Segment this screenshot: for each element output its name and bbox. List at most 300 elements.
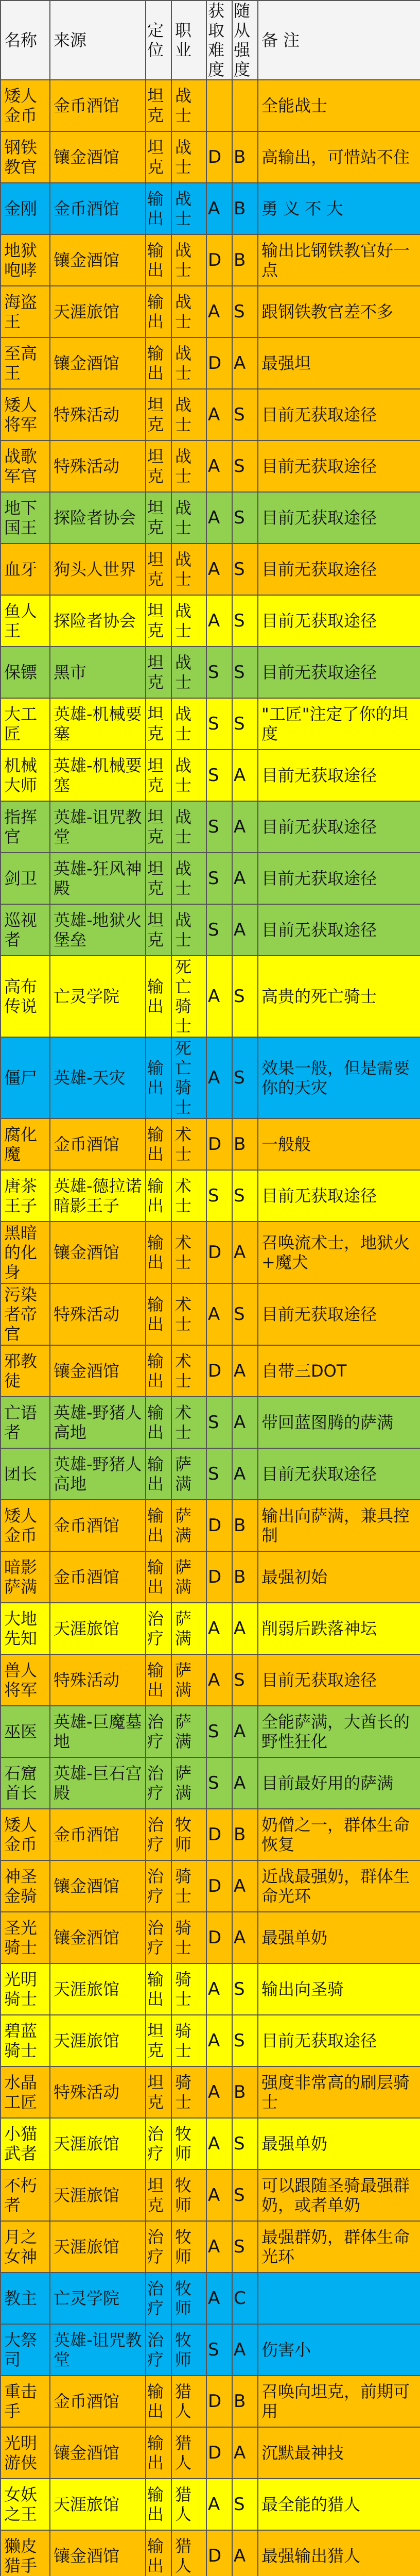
cell-class[interactable]: 战士 bbox=[171, 389, 206, 440]
cell-source[interactable]: 特殊活动 bbox=[50, 1283, 146, 1345]
cell-note[interactable]: 强度非常高的刷层骑士 bbox=[258, 2066, 420, 2118]
cell-name[interactable]: 邪教徒 bbox=[1, 1345, 50, 1397]
cell-class[interactable]: 战士 bbox=[171, 234, 206, 286]
cell-source[interactable]: 英雄-狂风神殿 bbox=[50, 853, 146, 904]
cell-strength[interactable]: S bbox=[232, 286, 258, 337]
cell-difficulty[interactable]: A bbox=[206, 2479, 232, 2530]
cell-note[interactable]: 一般般 bbox=[258, 1118, 420, 1170]
cell-difficulty[interactable]: A bbox=[206, 2221, 232, 2273]
cell-class[interactable]: 牧师 bbox=[171, 2324, 206, 2376]
cell-difficulty[interactable]: D bbox=[206, 2376, 232, 2427]
cell-note[interactable]: 最全能的猎人 bbox=[258, 2479, 420, 2530]
cell-difficulty[interactable]: A bbox=[206, 2170, 232, 2221]
cell-role[interactable]: 治疗 bbox=[146, 1860, 171, 1912]
cell-difficulty[interactable]: S bbox=[206, 1170, 232, 1222]
cell-note[interactable]: 召唤流术士，地狱火+魔犬 bbox=[258, 1222, 420, 1283]
cell-difficulty[interactable]: S bbox=[206, 1757, 232, 1809]
cell-name[interactable]: 不朽者 bbox=[1, 2170, 50, 2221]
cell-class[interactable]: 萨满 bbox=[171, 1706, 206, 1757]
cell-source[interactable]: 镶金酒馆 bbox=[50, 1860, 146, 1912]
cell-strength[interactable]: B bbox=[232, 2066, 258, 2118]
cell-source[interactable]: 金币酒馆 bbox=[50, 1551, 146, 1603]
cell-note[interactable]: 最强单奶 bbox=[258, 2118, 420, 2170]
cell-difficulty[interactable]: S bbox=[206, 801, 232, 853]
cell-role[interactable]: 输出 bbox=[146, 1345, 171, 1397]
cell-difficulty[interactable]: A bbox=[206, 1037, 232, 1118]
cell-name[interactable]: 教主 bbox=[1, 2273, 50, 2324]
cell-role[interactable]: 治疗 bbox=[146, 1757, 171, 1809]
cell-difficulty[interactable]: A bbox=[206, 1283, 232, 1345]
cell-class[interactable]: 战士 bbox=[171, 801, 206, 853]
cell-note[interactable]: 目前无获取途径 bbox=[258, 544, 420, 595]
cell-source[interactable]: 天涯旅馆 bbox=[50, 1963, 146, 2015]
cell-role[interactable]: 坦克 bbox=[146, 698, 171, 750]
cell-difficulty[interactable]: A bbox=[206, 440, 232, 492]
cell-note[interactable]: 目前无获取途径 bbox=[258, 647, 420, 698]
cell-note[interactable]: 高贵的死亡骑士 bbox=[258, 956, 420, 1037]
cell-strength[interactable]: S bbox=[232, 956, 258, 1037]
cell-note[interactable]: 最强初始 bbox=[258, 1551, 420, 1603]
cell-source[interactable]: 英雄-诅咒教堂 bbox=[50, 801, 146, 853]
cell-class[interactable]: 术士 bbox=[171, 1170, 206, 1222]
cell-difficulty[interactable]: D bbox=[206, 1222, 232, 1283]
cell-difficulty[interactable]: A bbox=[206, 956, 232, 1037]
cell-role[interactable]: 输出 bbox=[146, 1963, 171, 2015]
cell-difficulty[interactable]: A bbox=[206, 183, 232, 234]
cell-difficulty[interactable]: A bbox=[206, 1654, 232, 1706]
cell-role[interactable]: 坦克 bbox=[146, 647, 171, 698]
cell-class[interactable]: 萨满 bbox=[171, 1551, 206, 1603]
header-note[interactable]: 备 注 bbox=[258, 1, 420, 80]
cell-note[interactable]: 目前最好用的萨满 bbox=[258, 1757, 420, 1809]
cell-name[interactable]: 机械大师 bbox=[1, 750, 50, 801]
cell-name[interactable]: 圣光骑士 bbox=[1, 1912, 50, 1963]
cell-class[interactable]: 战士 bbox=[171, 286, 206, 337]
cell-difficulty[interactable]: D bbox=[206, 234, 232, 286]
cell-class[interactable]: 术士 bbox=[171, 1222, 206, 1283]
cell-name[interactable]: 地狱咆哮 bbox=[1, 234, 50, 286]
cell-note[interactable]: 目前无获取途径 bbox=[258, 389, 420, 440]
cell-note[interactable]: 输出向萨满，兼具控制 bbox=[258, 1500, 420, 1551]
cell-strength[interactable]: A bbox=[232, 1448, 258, 1500]
cell-difficulty[interactable]: A bbox=[206, 389, 232, 440]
cell-class[interactable]: 战士 bbox=[171, 183, 206, 234]
cell-source[interactable]: 镶金酒馆 bbox=[50, 2427, 146, 2479]
cell-role[interactable]: 治疗 bbox=[146, 1809, 171, 1860]
cell-source[interactable]: 镶金酒馆 bbox=[50, 1222, 146, 1283]
cell-source[interactable]: 探险者协会 bbox=[50, 595, 146, 647]
cell-strength[interactable]: A bbox=[232, 1397, 258, 1448]
cell-name[interactable]: 大祭司 bbox=[1, 2324, 50, 2376]
cell-class[interactable]: 战士 bbox=[171, 131, 206, 183]
cell-name[interactable]: 神圣金骑 bbox=[1, 1860, 50, 1912]
cell-source[interactable]: 天涯旅馆 bbox=[50, 2015, 146, 2066]
cell-role[interactable]: 坦克 bbox=[146, 2015, 171, 2066]
cell-name[interactable]: 光明游侠 bbox=[1, 2427, 50, 2479]
cell-note[interactable]: 可以跟随圣骑最强群奶，或者单奶 bbox=[258, 2170, 420, 2221]
cell-name[interactable]: 兽人将军 bbox=[1, 1654, 50, 1706]
cell-class[interactable]: 死亡骑士 bbox=[171, 1037, 206, 1118]
cell-name[interactable]: 巡视者 bbox=[1, 904, 50, 956]
cell-difficulty[interactable]: D bbox=[206, 1551, 232, 1603]
cell-note[interactable]: 输出比钢铁教官好一点 bbox=[258, 234, 420, 286]
cell-source[interactable]: 天涯旅馆 bbox=[50, 286, 146, 337]
cell-note[interactable]: 目前无获取途径 bbox=[258, 2015, 420, 2066]
cell-source[interactable]: 镶金酒馆 bbox=[50, 1912, 146, 1963]
cell-note[interactable]: 近战最强奶，群体生命光环 bbox=[258, 1860, 420, 1912]
cell-difficulty[interactable]: A bbox=[206, 492, 232, 544]
cell-name[interactable]: 团长 bbox=[1, 1448, 50, 1500]
cell-strength[interactable]: A bbox=[232, 2427, 258, 2479]
cell-name[interactable]: 鱼人王 bbox=[1, 595, 50, 647]
cell-name[interactable]: 碧蓝骑士 bbox=[1, 2015, 50, 2066]
cell-strength[interactable]: A bbox=[232, 853, 258, 904]
cell-source[interactable]: 天涯旅馆 bbox=[50, 2221, 146, 2273]
cell-name[interactable]: 水晶工匠 bbox=[1, 2066, 50, 2118]
cell-difficulty[interactable]: S bbox=[206, 750, 232, 801]
cell-difficulty[interactable]: S bbox=[206, 2324, 232, 2376]
cell-role[interactable]: 输出 bbox=[146, 1397, 171, 1448]
cell-class[interactable]: 萨满 bbox=[171, 1654, 206, 1706]
cell-source[interactable]: 英雄-天灾 bbox=[50, 1037, 146, 1118]
cell-role[interactable]: 坦克 bbox=[146, 80, 171, 131]
cell-name[interactable]: 矮人将军 bbox=[1, 389, 50, 440]
cell-role[interactable]: 治疗 bbox=[146, 1912, 171, 1963]
cell-role[interactable]: 输出 bbox=[146, 1551, 171, 1603]
cell-difficulty[interactable]: D bbox=[206, 2530, 232, 2576]
cell-difficulty[interactable]: A bbox=[206, 2015, 232, 2066]
cell-note[interactable]: 全能战士 bbox=[258, 80, 420, 131]
header-role[interactable]: 定位 bbox=[146, 1, 171, 80]
cell-class[interactable]: 战士 bbox=[171, 647, 206, 698]
cell-strength[interactable]: B bbox=[232, 2376, 258, 2427]
cell-source[interactable]: 镶金酒馆 bbox=[50, 234, 146, 286]
cell-class[interactable]: 战士 bbox=[171, 492, 206, 544]
cell-role[interactable]: 坦克 bbox=[146, 389, 171, 440]
cell-difficulty[interactable]: S bbox=[206, 904, 232, 956]
cell-note[interactable]: 召唤向坦克，前期可用 bbox=[258, 2376, 420, 2427]
cell-name[interactable]: 巫医 bbox=[1, 1706, 50, 1757]
cell-name[interactable]: 地下国王 bbox=[1, 492, 50, 544]
cell-source[interactable]: 特殊活动 bbox=[50, 1654, 146, 1706]
cell-difficulty[interactable]: S bbox=[206, 1448, 232, 1500]
cell-note[interactable]: 目前无获取途径 bbox=[258, 853, 420, 904]
cell-note[interactable]: 最强群奶，群体生命光环 bbox=[258, 2221, 420, 2273]
cell-note[interactable]: 全能萨满，大酋长的野性狂化 bbox=[258, 1706, 420, 1757]
cell-difficulty[interactable]: A bbox=[206, 1603, 232, 1654]
cell-class[interactable]: 战士 bbox=[171, 750, 206, 801]
cell-name[interactable]: 獭皮猎手 bbox=[1, 2530, 50, 2576]
cell-class[interactable]: 猎人 bbox=[171, 2530, 206, 2576]
cell-strength[interactable]: S bbox=[232, 2479, 258, 2530]
cell-strength[interactable]: A bbox=[232, 1912, 258, 1963]
cell-source[interactable]: 天涯旅馆 bbox=[50, 2479, 146, 2530]
cell-strength[interactable]: A bbox=[232, 904, 258, 956]
cell-difficulty[interactable]: D bbox=[206, 1912, 232, 1963]
cell-role[interactable]: 输出 bbox=[146, 183, 171, 234]
cell-note[interactable]: 跟钢铁教官差不多 bbox=[258, 286, 420, 337]
cell-note[interactable]: 目前无获取途径 bbox=[258, 1170, 420, 1222]
cell-role[interactable]: 输出 bbox=[146, 956, 171, 1037]
cell-note[interactable]: 最强坦 bbox=[258, 337, 420, 389]
cell-source[interactable]: 英雄-地狱火堡垒 bbox=[50, 904, 146, 956]
cell-role[interactable]: 输出 bbox=[146, 1037, 171, 1118]
cell-note[interactable]: 目前无获取途径 bbox=[258, 440, 420, 492]
cell-role[interactable]: 输出 bbox=[146, 1118, 171, 1170]
cell-strength[interactable]: S bbox=[232, 1283, 258, 1345]
cell-strength[interactable]: A bbox=[232, 1222, 258, 1283]
cell-strength[interactable]: A bbox=[232, 1860, 258, 1912]
cell-note[interactable]: 高输出，可惜站不住 bbox=[258, 131, 420, 183]
cell-source[interactable]: 英雄-机械要塞 bbox=[50, 698, 146, 750]
cell-source[interactable]: 天涯旅馆 bbox=[50, 2170, 146, 2221]
cell-strength[interactable]: A bbox=[232, 1757, 258, 1809]
cell-strength[interactable]: S bbox=[232, 1654, 258, 1706]
cell-difficulty[interactable]: D bbox=[206, 2427, 232, 2479]
cell-difficulty[interactable]: D bbox=[206, 1860, 232, 1912]
cell-note[interactable]: 输出向圣骑 bbox=[258, 1963, 420, 2015]
cell-source[interactable]: 镶金酒馆 bbox=[50, 2530, 146, 2576]
cell-source[interactable]: 特殊活动 bbox=[50, 440, 146, 492]
cell-name[interactable]: 血牙 bbox=[1, 544, 50, 595]
cell-role[interactable]: 输出 bbox=[146, 1448, 171, 1500]
cell-strength[interactable]: A bbox=[232, 1706, 258, 1757]
cell-name[interactable]: 腐化魔 bbox=[1, 1118, 50, 1170]
cell-source[interactable]: 特殊活动 bbox=[50, 2066, 146, 2118]
cell-class[interactable]: 战士 bbox=[171, 904, 206, 956]
cell-strength[interactable]: B bbox=[232, 1500, 258, 1551]
cell-name[interactable]: 月之女神 bbox=[1, 2221, 50, 2273]
cell-source[interactable]: 金币酒馆 bbox=[50, 1500, 146, 1551]
cell-name[interactable]: 钢铁教官 bbox=[1, 131, 50, 183]
cell-strength[interactable]: S bbox=[232, 492, 258, 544]
cell-note[interactable]: 目前无获取途径 bbox=[258, 801, 420, 853]
cell-name[interactable]: 黑暗的化身 bbox=[1, 1222, 50, 1283]
cell-class[interactable]: 战士 bbox=[171, 80, 206, 131]
cell-note[interactable]: 最强输出猎人 bbox=[258, 2530, 420, 2576]
cell-source[interactable]: 黑市 bbox=[50, 647, 146, 698]
cell-source[interactable]: 镶金酒馆 bbox=[50, 131, 146, 183]
cell-note[interactable]: 最强单奶 bbox=[258, 1912, 420, 1963]
cell-source[interactable]: 英雄-野猪人高地 bbox=[50, 1397, 146, 1448]
cell-strength[interactable]: B bbox=[232, 1809, 258, 1860]
cell-name[interactable]: 僵尸 bbox=[1, 1037, 50, 1118]
cell-note[interactable]: 勇 义 不 大 bbox=[258, 183, 420, 234]
cell-strength[interactable]: B bbox=[232, 1551, 258, 1603]
cell-strength[interactable]: C bbox=[232, 2273, 258, 2324]
cell-strength[interactable]: S bbox=[232, 2118, 258, 2170]
cell-note[interactable] bbox=[258, 2273, 420, 2324]
cell-class[interactable]: 术士 bbox=[171, 1345, 206, 1397]
cell-strength[interactable]: A bbox=[232, 750, 258, 801]
cell-source[interactable]: 狗头人世界 bbox=[50, 544, 146, 595]
cell-difficulty[interactable] bbox=[206, 80, 232, 131]
cell-difficulty[interactable]: D bbox=[206, 1345, 232, 1397]
cell-note[interactable]: 伤害小 bbox=[258, 2324, 420, 2376]
cell-role[interactable]: 治疗 bbox=[146, 1603, 171, 1654]
cell-strength[interactable]: S bbox=[232, 389, 258, 440]
cell-note[interactable]: 目前无获取途径 bbox=[258, 750, 420, 801]
cell-difficulty[interactable]: S bbox=[206, 698, 232, 750]
cell-strength[interactable]: A bbox=[232, 1603, 258, 1654]
cell-difficulty[interactable]: A bbox=[206, 1963, 232, 2015]
cell-difficulty[interactable]: S bbox=[206, 647, 232, 698]
cell-name[interactable]: 保镖 bbox=[1, 647, 50, 698]
cell-source[interactable]: 金币酒馆 bbox=[50, 1118, 146, 1170]
cell-role[interactable]: 输出 bbox=[146, 2427, 171, 2479]
cell-difficulty[interactable]: A bbox=[206, 595, 232, 647]
cell-class[interactable]: 猎人 bbox=[171, 2427, 206, 2479]
cell-role[interactable]: 治疗 bbox=[146, 1706, 171, 1757]
cell-class[interactable]: 骑士 bbox=[171, 1860, 206, 1912]
cell-source[interactable]: 天涯旅馆 bbox=[50, 2118, 146, 2170]
cell-name[interactable]: 金刚 bbox=[1, 183, 50, 234]
cell-role[interactable]: 坦克 bbox=[146, 904, 171, 956]
cell-source[interactable]: 探险者协会 bbox=[50, 492, 146, 544]
cell-note[interactable]: 效果一般，但是需要你的天灾 bbox=[258, 1037, 420, 1118]
cell-strength[interactable]: S bbox=[232, 698, 258, 750]
cell-name[interactable]: 海盗王 bbox=[1, 286, 50, 337]
cell-role[interactable]: 输出 bbox=[146, 2479, 171, 2530]
cell-name[interactable]: 战歌军官 bbox=[1, 440, 50, 492]
header-difficulty[interactable]: 获取难度 bbox=[206, 1, 232, 80]
cell-source[interactable]: 天涯旅馆 bbox=[50, 1603, 146, 1654]
cell-class[interactable]: 牧师 bbox=[171, 2221, 206, 2273]
cell-source[interactable]: 亡灵学院 bbox=[50, 2273, 146, 2324]
header-source[interactable]: 来源 bbox=[50, 1, 146, 80]
cell-class[interactable]: 萨满 bbox=[171, 1757, 206, 1809]
cell-name[interactable]: 剑卫 bbox=[1, 853, 50, 904]
cell-name[interactable]: 暗影萨满 bbox=[1, 1551, 50, 1603]
cell-role[interactable]: 输出 bbox=[146, 2376, 171, 2427]
cell-class[interactable]: 战士 bbox=[171, 337, 206, 389]
cell-strength[interactable]: S bbox=[232, 544, 258, 595]
cell-role[interactable]: 治疗 bbox=[146, 2221, 171, 2273]
cell-difficulty[interactable]: S bbox=[206, 1397, 232, 1448]
cell-source[interactable]: 金币酒馆 bbox=[50, 80, 146, 131]
cell-class[interactable]: 骑士 bbox=[171, 2066, 206, 2118]
cell-name[interactable]: 唐茶王子 bbox=[1, 1170, 50, 1222]
cell-name[interactable]: 女妖之王 bbox=[1, 2479, 50, 2530]
cell-source[interactable]: 英雄-野猪人高地 bbox=[50, 1448, 146, 1500]
cell-note[interactable]: 目前无获取途径 bbox=[258, 1654, 420, 1706]
cell-difficulty[interactable]: S bbox=[206, 1706, 232, 1757]
cell-difficulty[interactable]: D bbox=[206, 337, 232, 389]
cell-class[interactable]: 战士 bbox=[171, 698, 206, 750]
cell-note[interactable]: 带回蓝图腾的萨满 bbox=[258, 1397, 420, 1448]
cell-difficulty[interactable]: D bbox=[206, 1500, 232, 1551]
cell-name[interactable]: 至高王 bbox=[1, 337, 50, 389]
cell-source[interactable]: 英雄-德拉诺暗影王子 bbox=[50, 1170, 146, 1222]
cell-strength[interactable]: B bbox=[232, 234, 258, 286]
cell-source[interactable]: 英雄-巨石宫殿 bbox=[50, 1757, 146, 1809]
cell-strength[interactable]: S bbox=[232, 1037, 258, 1118]
cell-difficulty[interactable]: D bbox=[206, 131, 232, 183]
cell-role[interactable]: 输出 bbox=[146, 1222, 171, 1283]
cell-name[interactable]: 高布传说 bbox=[1, 956, 50, 1037]
cell-class[interactable]: 战士 bbox=[171, 544, 206, 595]
cell-role[interactable]: 坦克 bbox=[146, 492, 171, 544]
cell-strength[interactable]: S bbox=[232, 1170, 258, 1222]
cell-strength[interactable]: S bbox=[232, 2015, 258, 2066]
cell-class[interactable]: 猎人 bbox=[171, 2479, 206, 2530]
cell-strength[interactable]: B bbox=[232, 1118, 258, 1170]
cell-strength[interactable]: S bbox=[232, 2170, 258, 2221]
cell-note[interactable]: 削弱后跌落神坛 bbox=[258, 1603, 420, 1654]
cell-difficulty[interactable]: A bbox=[206, 2118, 232, 2170]
cell-class[interactable]: 战士 bbox=[171, 595, 206, 647]
header-class[interactable]: 职业 bbox=[171, 1, 206, 80]
cell-strength[interactable]: A bbox=[232, 337, 258, 389]
cell-source[interactable]: 金币酒馆 bbox=[50, 183, 146, 234]
cell-role[interactable]: 坦克 bbox=[146, 750, 171, 801]
cell-class[interactable]: 骑士 bbox=[171, 1963, 206, 2015]
cell-name[interactable]: 重击手 bbox=[1, 2376, 50, 2427]
cell-note[interactable]: 奶僧之一，群体生命恢复 bbox=[258, 1809, 420, 1860]
cell-role[interactable]: 坦克 bbox=[146, 801, 171, 853]
cell-class[interactable]: 战士 bbox=[171, 440, 206, 492]
cell-class[interactable]: 术士 bbox=[171, 1118, 206, 1170]
cell-strength[interactable]: B bbox=[232, 183, 258, 234]
cell-role[interactable]: 坦克 bbox=[146, 131, 171, 183]
cell-class[interactable]: 术士 bbox=[171, 1397, 206, 1448]
cell-role[interactable]: 输出 bbox=[146, 234, 171, 286]
cell-role[interactable]: 治疗 bbox=[146, 2273, 171, 2324]
cell-class[interactable]: 骑士 bbox=[171, 1912, 206, 1963]
cell-class[interactable]: 牧师 bbox=[171, 2273, 206, 2324]
cell-role[interactable]: 输出 bbox=[146, 1283, 171, 1345]
cell-difficulty[interactable]: S bbox=[206, 853, 232, 904]
cell-strength[interactable]: S bbox=[232, 647, 258, 698]
cell-role[interactable]: 治疗 bbox=[146, 2118, 171, 2170]
cell-difficulty[interactable]: A bbox=[206, 286, 232, 337]
cell-class[interactable]: 牧师 bbox=[171, 2118, 206, 2170]
cell-strength[interactable]: A bbox=[232, 2324, 258, 2376]
cell-role[interactable]: 输出 bbox=[146, 286, 171, 337]
cell-class[interactable]: 死亡骑士 bbox=[171, 956, 206, 1037]
cell-role[interactable]: 输出 bbox=[146, 1654, 171, 1706]
cell-note[interactable]: 目前无获取途径 bbox=[258, 1283, 420, 1345]
cell-role[interactable]: 坦克 bbox=[146, 544, 171, 595]
cell-note[interactable]: 目前无获取途径 bbox=[258, 904, 420, 956]
cell-name[interactable]: 光明骑士 bbox=[1, 1963, 50, 2015]
cell-name[interactable]: 矮人金币 bbox=[1, 1500, 50, 1551]
cell-name[interactable]: 污染者帝官 bbox=[1, 1283, 50, 1345]
cell-class[interactable]: 猎人 bbox=[171, 2376, 206, 2427]
cell-role[interactable]: 坦克 bbox=[146, 853, 171, 904]
cell-note[interactable]: "工匠"注定了你的坦度 bbox=[258, 698, 420, 750]
cell-source[interactable]: 特殊活动 bbox=[50, 389, 146, 440]
cell-difficulty[interactable]: D bbox=[206, 1809, 232, 1860]
cell-difficulty[interactable]: A bbox=[206, 2273, 232, 2324]
cell-class[interactable]: 骑士 bbox=[171, 2015, 206, 2066]
cell-role[interactable]: 输出 bbox=[146, 337, 171, 389]
cell-strength[interactable]: A bbox=[232, 801, 258, 853]
cell-strength[interactable]: A bbox=[232, 2530, 258, 2576]
cell-name[interactable]: 石窟首长 bbox=[1, 1757, 50, 1809]
cell-source[interactable]: 镶金酒馆 bbox=[50, 1345, 146, 1397]
cell-note[interactable]: 目前无获取途径 bbox=[258, 595, 420, 647]
cell-name[interactable]: 亡语者 bbox=[1, 1397, 50, 1448]
cell-name[interactable]: 矮人金币 bbox=[1, 1809, 50, 1860]
cell-difficulty[interactable]: A bbox=[206, 544, 232, 595]
cell-role[interactable]: 坦克 bbox=[146, 2170, 171, 2221]
cell-role[interactable]: 治疗 bbox=[146, 2324, 171, 2376]
cell-strength[interactable]: S bbox=[232, 1963, 258, 2015]
cell-source[interactable]: 英雄-机械要塞 bbox=[50, 750, 146, 801]
header-name[interactable]: 名称 bbox=[1, 1, 50, 80]
cell-note[interactable]: 目前无获取途径 bbox=[258, 492, 420, 544]
